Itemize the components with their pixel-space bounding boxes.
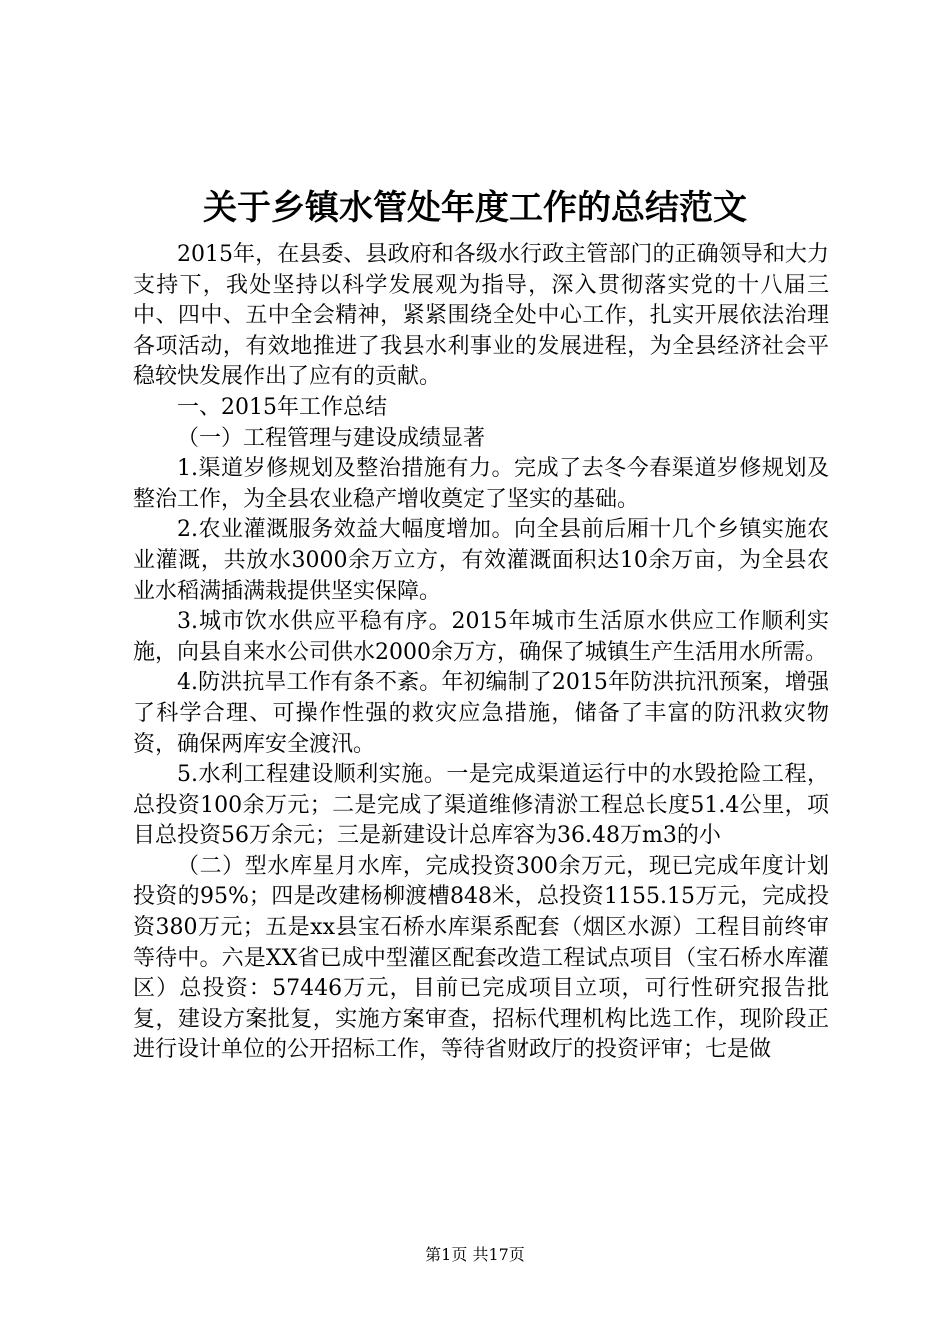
- paragraph-item-4: 4.防洪抗旱工作有条不紊。年初编制了2015年防洪抗汛预案，增强了科学合理、可操作性强的救灾应急措施，储备了丰富的防汛救灾物资，确保两库安全渡汛。: [133, 670, 829, 757]
- paragraph-item-5: 5.水利工程建设顺利实施。一是完成渠道运行中的水毁抢险工程，总投资100余万元；二是完成了渠道维修清淤工程总长度51.4公里，项目总投资56万余元；三是新建设计总库容为36.48万m3的小: [133, 762, 829, 849]
- paragraph-item-2: 2.农业灌溉服务效益大幅度增加。向全县前后厢十几个乡镇实施农业灌溉，共放水3000余万立方，有效灌溉面积达10余万亩，为全县农业水稻满插满栽提供坚实保障。: [133, 517, 829, 604]
- subsection-heading-1: （一）工程管理与建设成绩显著: [177, 425, 486, 451]
- document-body: [133, 240, 829, 1066]
- paragraph-item-6: （二）型水库星月水库，完成投资300余万元，现已完成年度计划投资的95%；四是改建杨柳渡槽848米，总投资1155.15万元，完成投资380万元；五是xx县宝石桥水库渠系配套（烟区水源）工程目前终审等待中。六是XX省已成中型灌区配套改造工程试点项目（宝石桥水库灌区）总投资：57446万元，目前已完成项目立项，可行性研究报告批复，建设方案批复，实施方案审查，招标代理机构比选工作，现阶段正进行设计单位的公开招标工作，等待省财政厅的投资评审；七是做: [133, 853, 829, 1063]
- paragraph-item-3: 3.城市饮水供应平稳有序。2015年城市生活原水供应工作顺利实施，向县自来水公司供水2000余万方，确保了城镇生产生活用水所需。: [133, 609, 829, 665]
- paragraph-item-1: 1.渠道岁修规划及整治措施有力。完成了去冬今春渠道岁修规划及整治工作，为全县农业稳产增收奠定了坚实的基础。: [133, 456, 829, 512]
- paragraph-intro: 2015年，在县委、县政府和各级水行政主管部门的正确领导和大力支持下，我处坚持以科学发展观为指导，深入贯彻落实党的十八届三中、四中、五中全会精神，紧紧围绕全处中心工作，扎实开展依法治理各项活动，有效地推进了我县水利事业的发展进程，为全县经济社会平稳较快发展作出了应有的贡献。: [133, 242, 829, 390]
- document-title: 关于乡镇水管处年度工作的总结范文: [203, 188, 747, 228]
- page-footer: 第1页 共17页: [425, 1245, 525, 1264]
- section-heading-1: 一、2015年工作总结: [177, 394, 387, 420]
